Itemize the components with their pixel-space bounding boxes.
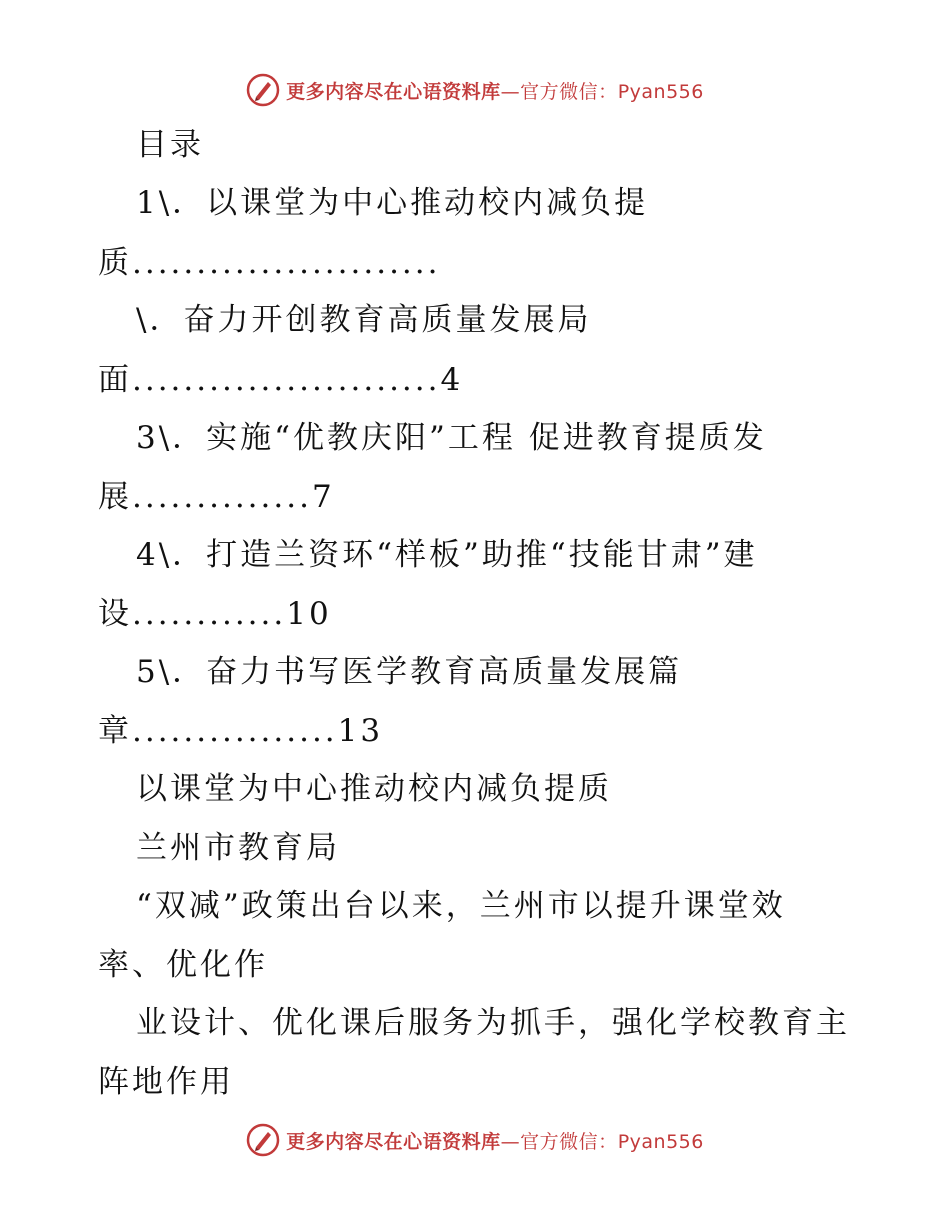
pen-logo-icon: [246, 73, 280, 107]
toc-entry-1-page: 质........................: [98, 245, 441, 281]
toc-entry-3-page: 展..............7: [98, 479, 335, 515]
banner-text: [286, 1127, 704, 1154]
header-banner: [0, 70, 950, 110]
banner-official-label: 官方微信：: [520, 80, 618, 103]
banner-dash: —: [500, 80, 521, 103]
banner-official-label: 官方微信：: [520, 1130, 618, 1153]
toc-entry-2-title: \．奋力开创教育高质量发展局: [136, 302, 592, 338]
toc-entry-5-title: 5\．奋力书写医学教育高质量发展篇: [136, 654, 683, 690]
toc-entry-2-page: 面........................4: [98, 362, 464, 398]
pen-logo-icon: [246, 1123, 280, 1157]
banner-wechat-id: Pyan556: [617, 80, 704, 103]
banner-text: [286, 77, 704, 104]
toc-entry-4-title: 4\．打造兰资环“样板”助推“技能甘肃”建: [136, 537, 758, 573]
article-title: 以课堂为中心推动校内减负提质: [136, 771, 612, 807]
toc-entry-3-title: 3\．实施“优教庆阳”工程 促进教育提质发: [136, 420, 767, 456]
toc-entry-4-page: 设............10: [98, 596, 332, 632]
toc-entry-5-page: 章................13: [98, 713, 384, 749]
banner-wechat-id: Pyan556: [617, 1130, 704, 1153]
article-author: 兰州市教育局: [136, 830, 340, 866]
banner-dash: —: [500, 1130, 521, 1153]
toc-entry-1-title: 1\．以课堂为中心推动校内减负提: [136, 185, 649, 221]
body-text-line: 阵地作用: [98, 1064, 234, 1100]
body-text-line: “双减”政策出台以来，兰州市以提升课堂效: [136, 888, 786, 924]
body-text-line: 率、优化作: [98, 947, 268, 983]
body-text-line: 业设计、优化课后服务为抓手，强化学校教育主: [136, 1005, 850, 1041]
footer-banner: [0, 1120, 950, 1160]
banner-main-text: 更多内容尽在心语资料库: [286, 1130, 501, 1153]
toc-heading: 目录: [136, 127, 204, 163]
banner-main-text: 更多内容尽在心语资料库: [286, 80, 501, 103]
